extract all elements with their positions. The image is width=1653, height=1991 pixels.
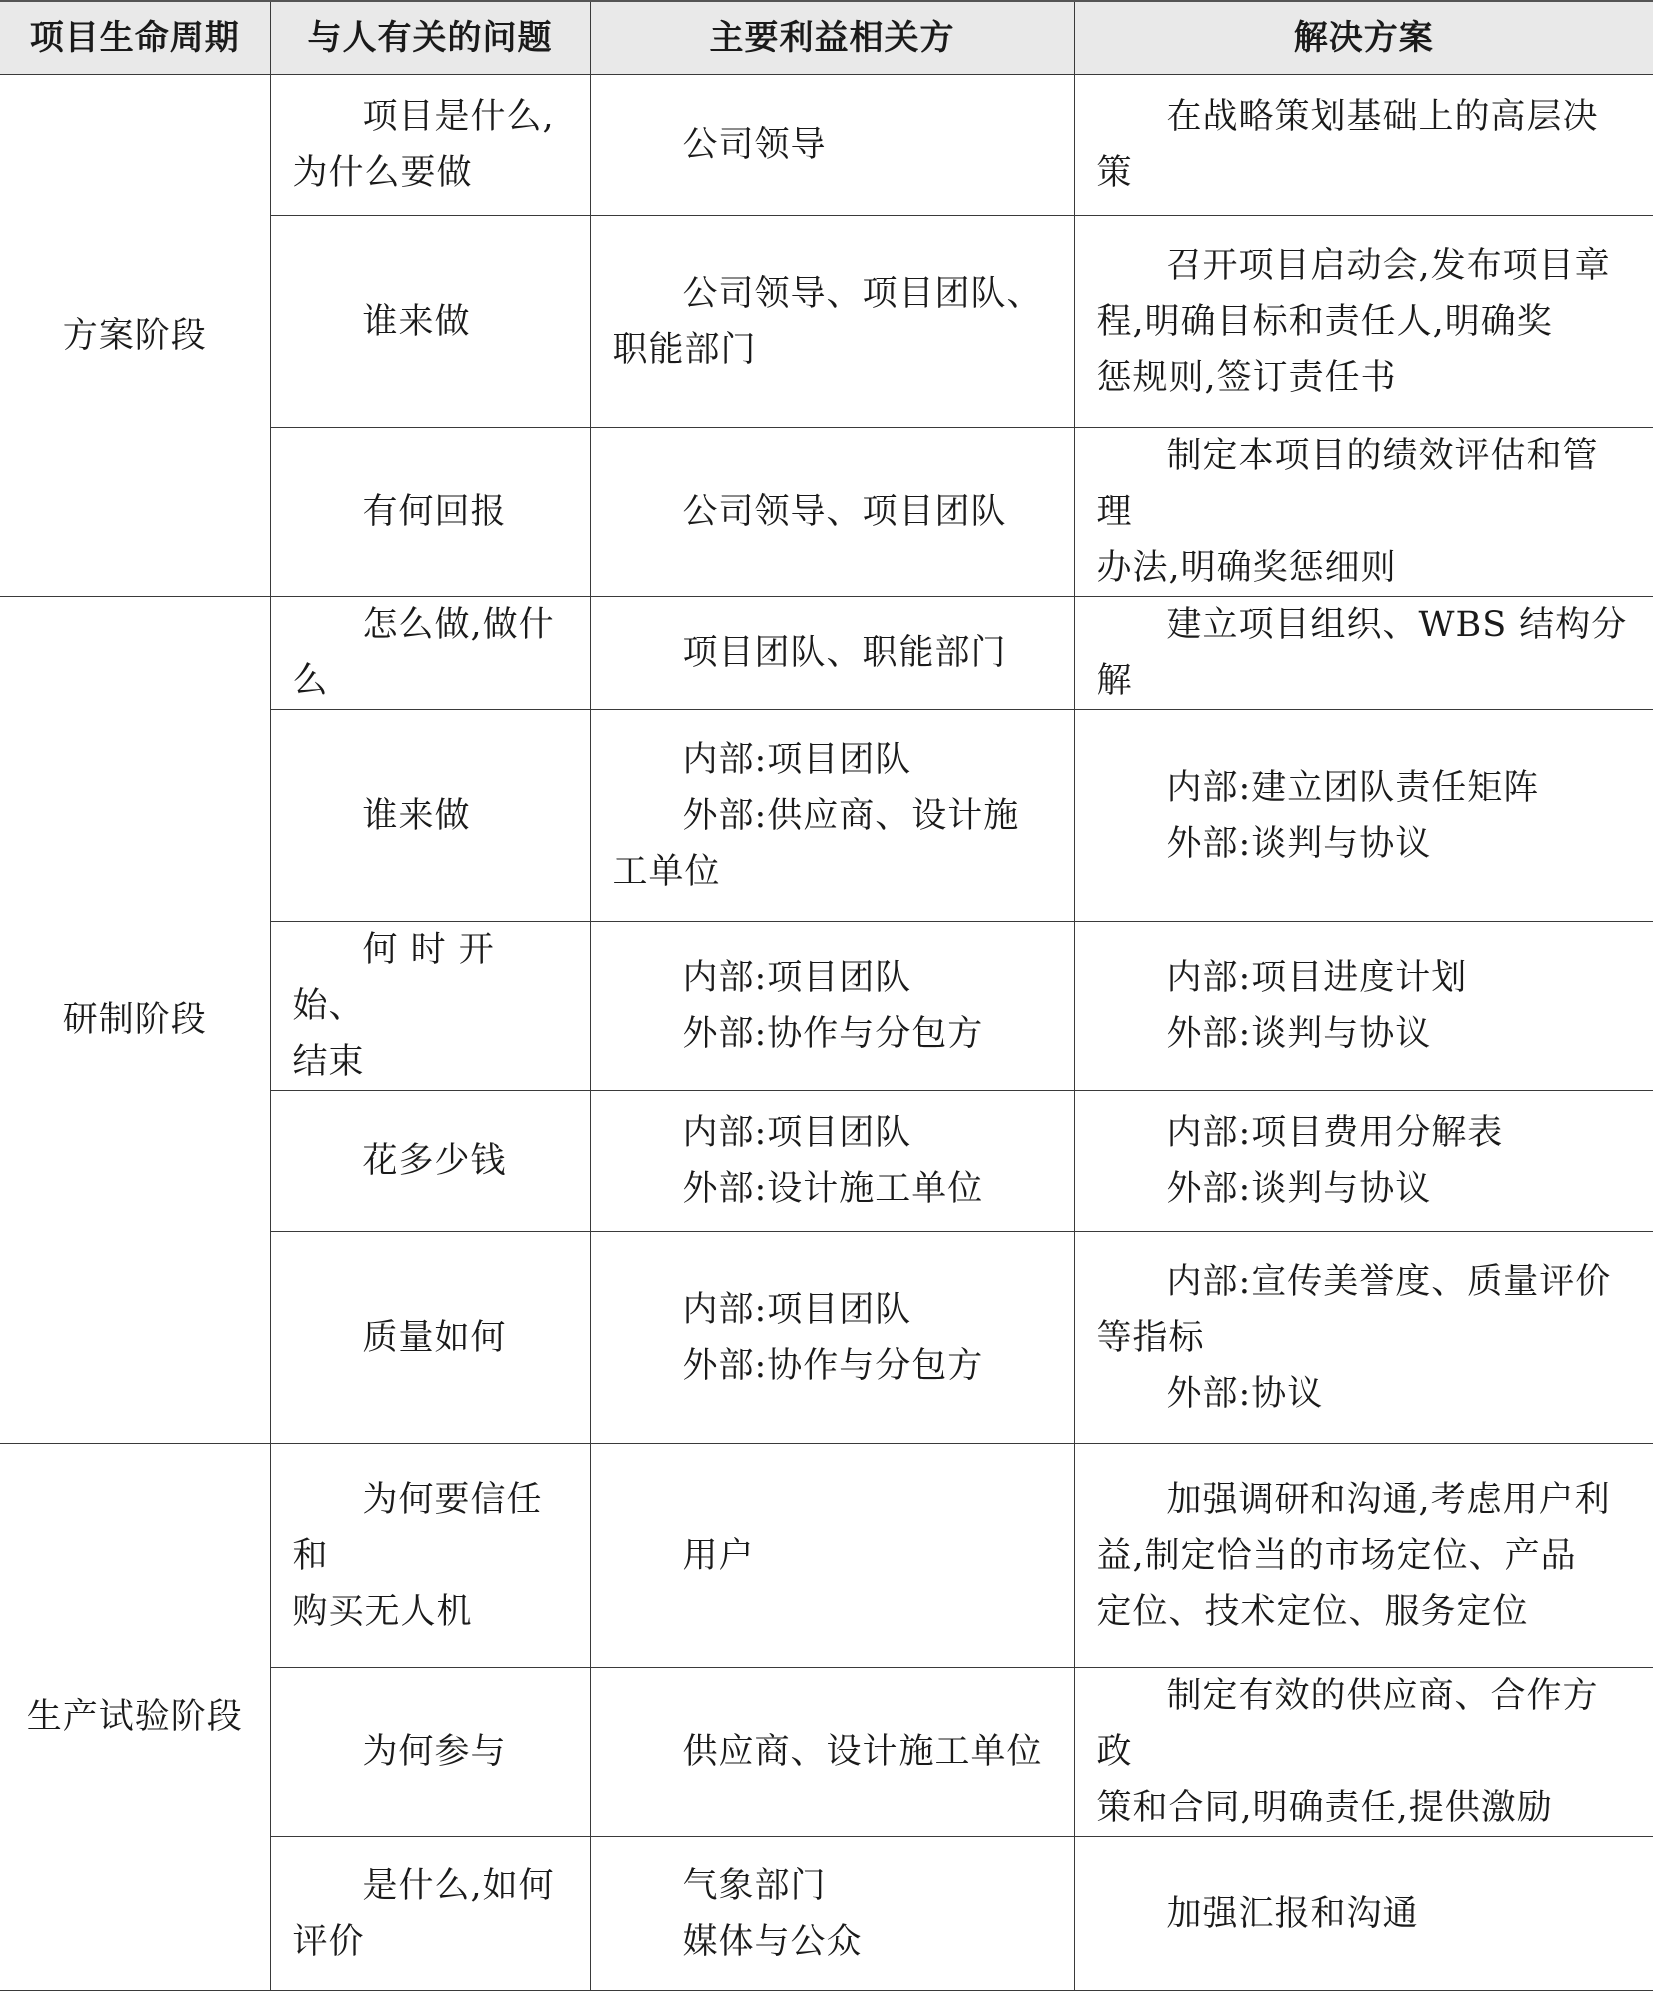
solution-cell	[1074, 216, 1653, 428]
cell-line: 有何回报	[362, 492, 507, 532]
cell-line: 怎么做,做什么	[292, 605, 555, 701]
stakeholders-cell	[590, 710, 1074, 922]
table-header	[0, 1, 1653, 75]
solution-cell	[1074, 710, 1653, 922]
question-cell	[270, 216, 590, 428]
header-row	[0, 1, 1653, 75]
table-row	[0, 1444, 1653, 1668]
question-cell	[270, 597, 590, 710]
cell-line: 内部:项目费用分解表	[1166, 1113, 1504, 1153]
cell-line: 项目是什么,	[362, 97, 555, 137]
question-cell	[270, 1837, 590, 1991]
cell-line: 媒体与公众	[682, 1921, 863, 1962]
table-row	[0, 75, 1653, 216]
cell-line: 供应商、设计施工单位	[682, 1732, 1043, 1772]
table-body	[0, 75, 1653, 1991]
cell-line: 在战略策划基础上的高层决策	[1096, 97, 1599, 193]
stakeholders-cell	[590, 428, 1074, 597]
question-cell	[270, 1232, 590, 1444]
cell-line: 程,明确目标和责任人,明确奖	[1096, 301, 1553, 342]
cell-line: 工单位	[612, 851, 721, 892]
solution-cell	[1074, 1668, 1653, 1837]
cell-line: 办法,明确奖惩细则	[1096, 548, 1397, 588]
solution-cell	[1074, 428, 1653, 597]
stakeholders-cell	[590, 1232, 1074, 1444]
cell-line: 评价	[292, 1921, 365, 1962]
cell-line: 定位、技术定位、服务定位	[1096, 1591, 1529, 1632]
solution-cell	[1074, 597, 1653, 710]
question-cell	[270, 1091, 590, 1232]
cell-line: 质量如何	[362, 1317, 507, 1358]
stakeholders-cell	[590, 1091, 1074, 1232]
cell-line: 加强汇报和沟通	[1166, 1893, 1419, 1934]
cell-line: 为何参与	[362, 1732, 507, 1772]
cell-line: 为什么要做	[292, 153, 473, 193]
cell-line: 内部:项目团队	[682, 1113, 912, 1153]
phase-cell: 方案阶段	[0, 75, 270, 597]
cell-line: 结束	[292, 1042, 365, 1082]
stakeholders-cell	[590, 1837, 1074, 1991]
cell-line: 内部:项目团队	[682, 1289, 912, 1330]
cell-line: 加强调研和沟通,考虑用户利	[1166, 1479, 1611, 1520]
cell-line: 外部:谈判与协议	[1166, 1169, 1432, 1209]
cell-line: 益,制定恰当的市场定位、产品	[1096, 1535, 1577, 1576]
cell-line: 制定本项目的绩效评估和管理	[1096, 436, 1599, 532]
stakeholders-cell	[590, 1668, 1074, 1837]
table-row	[0, 597, 1653, 710]
cell-line: 内部:宣传美誉度、质量评价	[1166, 1261, 1612, 1302]
cell-line: 谁来做	[362, 795, 471, 836]
stakeholders-cell	[590, 597, 1074, 710]
header-lifecycle: 项目生命周期	[0, 1, 270, 75]
stakeholders-cell	[590, 75, 1074, 216]
cell-line: 公司领导、项目团队、	[682, 273, 1043, 314]
header-solution: 解决方案	[1074, 1, 1653, 75]
cell-line: 外部:供应商、设计施	[682, 795, 1020, 836]
question-cell	[270, 1668, 590, 1837]
cell-line: 谁来做	[362, 301, 471, 342]
cell-line: 公司领导、项目团队	[682, 492, 1007, 532]
solution-cell	[1074, 922, 1653, 1091]
cell-line: 花多少钱	[362, 1141, 507, 1181]
question-cell	[270, 1444, 590, 1668]
cell-line: 外部:协作与分包方	[682, 1014, 984, 1054]
solution-cell	[1074, 1444, 1653, 1668]
cell-line: 等指标	[1096, 1317, 1205, 1358]
cell-line: 何 时 开 始、	[292, 930, 507, 1026]
cell-line: 内部:项目进度计划	[1166, 958, 1468, 998]
question-cell	[270, 710, 590, 922]
cell-line: 购买无人机	[292, 1591, 473, 1632]
cell-line: 召开项目启动会,发布项目章	[1166, 245, 1611, 286]
question-cell	[270, 922, 590, 1091]
stakeholders-cell	[590, 1444, 1074, 1668]
cell-line: 外部:谈判与协议	[1166, 823, 1432, 864]
phase-cell: 研制阶段	[0, 597, 270, 1444]
stakeholders-cell	[590, 216, 1074, 428]
cell-line: 用户	[682, 1535, 755, 1576]
cell-line: 建立项目组织、WBS 结构分解	[1096, 605, 1628, 701]
phase-cell: 生产试验阶段	[0, 1444, 270, 1991]
cell-line: 外部:协议	[1166, 1373, 1324, 1414]
solution-cell	[1074, 1837, 1653, 1991]
solution-cell	[1074, 1091, 1653, 1232]
cell-line: 外部:协作与分包方	[682, 1345, 984, 1386]
cell-line: 职能部门	[612, 329, 757, 370]
question-cell	[270, 428, 590, 597]
cell-line: 内部:项目团队	[682, 739, 912, 780]
cell-line: 是什么,如何	[362, 1865, 555, 1906]
cell-line: 气象部门	[682, 1865, 827, 1906]
cell-line: 惩规则,签订责任书	[1096, 357, 1397, 398]
cell-line: 制定有效的供应商、合作方政	[1096, 1676, 1599, 1772]
cell-line: 项目团队、职能部门	[682, 633, 1007, 673]
cell-line: 策和合同,明确责任,提供激励	[1096, 1788, 1553, 1828]
solution-cell	[1074, 75, 1653, 216]
cell-line: 为何要信任和	[292, 1479, 543, 1576]
cell-line: 公司领导	[682, 125, 827, 165]
cell-line: 外部:设计施工单位	[682, 1169, 984, 1209]
header-stakeholders: 主要利益相关方	[590, 1, 1074, 75]
question-cell	[270, 75, 590, 216]
cell-line: 外部:谈判与协议	[1166, 1014, 1432, 1054]
cell-line: 内部:项目团队	[682, 958, 912, 998]
stakeholders-cell	[590, 922, 1074, 1091]
header-question: 与人有关的问题	[270, 1, 590, 75]
solution-cell	[1074, 1232, 1653, 1444]
cell-line: 内部:建立团队责任矩阵	[1166, 767, 1540, 808]
